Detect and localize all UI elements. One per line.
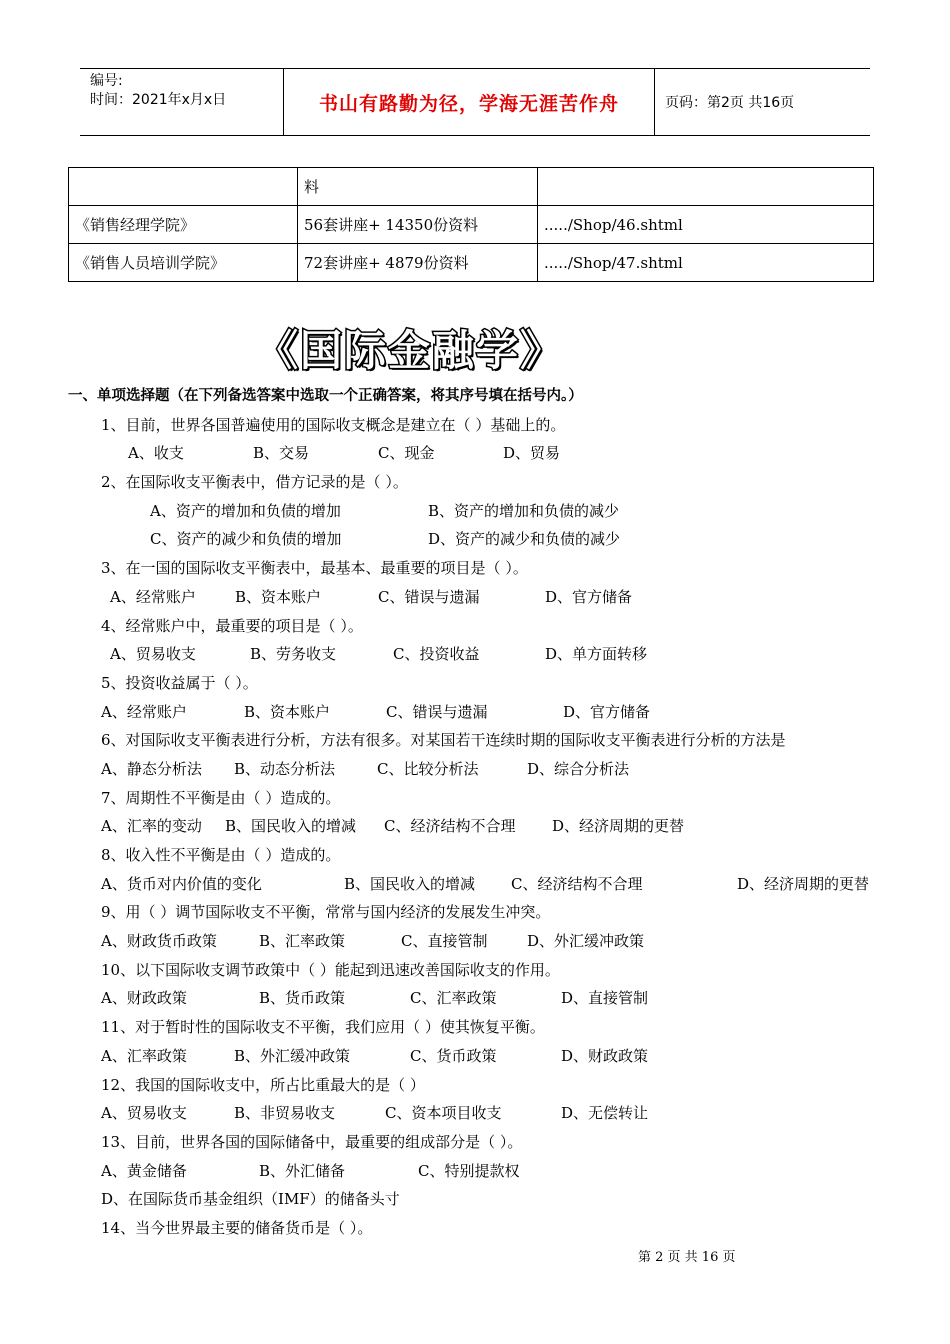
answer-option: C、资产的减少和负债的增加	[150, 530, 342, 549]
answer-option: A、贸易收支	[110, 645, 196, 664]
answer-option: A、贸易收支	[101, 1104, 187, 1123]
answer-option: B、资本账户	[235, 587, 322, 606]
answer-option: C、汇率政策	[410, 989, 497, 1008]
answer-options	[68, 812, 888, 841]
page-header	[80, 68, 870, 136]
table-cell: 72套讲座+ 4879份资料	[298, 244, 538, 282]
answer-options	[68, 583, 888, 612]
answer-option: C、直接管制	[401, 932, 488, 951]
answer-options	[68, 1157, 888, 1186]
answer-option: B、交易	[253, 444, 310, 463]
table-row	[69, 168, 874, 206]
answer-option: B、货币政策	[259, 989, 346, 1008]
question-stem: 4、经常账户中，最重要的项目是（ ）。	[101, 616, 363, 635]
answer-option: D、财政政策	[561, 1046, 649, 1065]
question-stem: 11、对于暂时性的国际收支不平衡，我们应用（ ）使其恢复平衡。	[101, 1018, 545, 1037]
answer-option: D、贸易	[503, 444, 561, 463]
answer-option: C、比较分析法	[377, 759, 479, 778]
question-stem: 12、我国的国际收支中，所占比重最大的是（ ）	[101, 1075, 425, 1094]
answer-option: C、特别提款权	[418, 1161, 520, 1180]
answer-option: A、汇率的变动	[101, 817, 202, 836]
code-label: 编号:	[90, 73, 123, 89]
answer-option: A、经常账户	[110, 587, 196, 606]
answer-option: A、经常账户	[101, 702, 187, 721]
answer-option: A、静态分析法	[101, 759, 202, 778]
question-stem: 10、以下国际收支调节政策中（ ）能起到迅速改善国际收支的作用。	[101, 960, 560, 979]
answer-option: C、货币政策	[410, 1046, 497, 1065]
answer-options	[68, 1099, 888, 1128]
answer-option: C、投资收益	[393, 645, 480, 664]
answer-options	[68, 1185, 888, 1214]
question-stem: 9、用（ ）调节国际收支不平衡，常常与国内经济的发展发生冲突。	[101, 903, 551, 922]
table-cell	[538, 168, 874, 206]
answer-option: D、官方储备	[545, 587, 633, 606]
table-cell: 《销售经理学院》	[69, 206, 298, 244]
question-stem: 2、在国际收支平衡表中，借方记录的是（ ）。	[101, 473, 408, 492]
answer-option: B、资本账户	[244, 702, 331, 721]
answer-options	[68, 525, 888, 554]
table-cell: ...../Shop/46.shtml	[538, 206, 874, 244]
answer-option: A、收支	[128, 444, 184, 463]
answer-option: D、外汇缓冲政策	[527, 932, 645, 951]
answer-option: C、资本项目收支	[385, 1104, 502, 1123]
answer-option: D、官方储备	[563, 702, 651, 721]
table-row	[69, 244, 874, 282]
answer-option: C、现金	[378, 444, 435, 463]
question-stem: 7、周期性不平衡是由（ ）造成的。	[101, 788, 341, 807]
answer-option: B、汇率政策	[259, 932, 346, 951]
answer-option: C、经济结构不合理	[511, 874, 643, 893]
answer-option: D、资产的减少和负债的减少	[428, 530, 621, 549]
answer-option: D、直接管制	[561, 989, 649, 1008]
answer-options	[68, 927, 888, 956]
date-label: 时间：2021年x月x日	[90, 92, 227, 108]
answer-option: D、综合分析法	[527, 759, 630, 778]
answer-option: A、货币对内价值的变化	[101, 874, 262, 893]
answer-options	[68, 870, 888, 899]
answer-option: B、劳务收支	[250, 645, 337, 664]
answer-options	[68, 497, 888, 526]
question-stem: 14、当今世界最主要的储备货币是（ ）。	[101, 1218, 373, 1237]
table-cell: 56套讲座+ 14350份资料	[298, 206, 538, 244]
header-page-info: 页码：第2页 共16页	[665, 95, 795, 111]
answer-option: B、动态分析法	[234, 759, 336, 778]
answer-option: D、经济周期的更替	[552, 817, 685, 836]
header-meta	[80, 69, 283, 135]
answer-option: B、国民收入的增减	[225, 817, 357, 836]
answer-option: D、在国际货币基金组织（IMF）的储备头寸	[101, 1190, 400, 1209]
answer-option: A、汇率政策	[101, 1046, 187, 1065]
answer-option: B、外汇储备	[259, 1161, 346, 1180]
table-cell: 《销售人员培训学院》	[69, 244, 298, 282]
question-stem: 5、投资收益属于（ ）。	[101, 673, 258, 692]
answer-option: B、非贸易收支	[234, 1104, 336, 1123]
answer-option: C、错误与遗漏	[378, 587, 480, 606]
question-stem: 3、在一国的国际收支平衡表中，最基本、最重要的项目是（ ）。	[101, 559, 528, 578]
answer-option: A、资产的增加和负债的增加	[150, 501, 341, 520]
answer-option: B、外汇缓冲政策	[234, 1046, 351, 1065]
answer-options	[68, 439, 888, 468]
question-stem: 6、对国际收支平衡表进行分析，方法有很多。对某国若干连续时期的国际收支平衡表进行分析的方法是	[101, 731, 786, 750]
section-heading: 一、单项选择题（在下列备选答案中选取一个正确答案，将其序号填在括号内。）	[68, 388, 583, 404]
question-stem: 8、收入性不平衡是由（ ）造成的。	[101, 846, 341, 864]
answer-option: A、黄金储备	[101, 1161, 187, 1180]
answer-options	[68, 984, 888, 1013]
page-footer: 第 2 页 共 16 页	[638, 1250, 736, 1265]
answer-options	[68, 1042, 888, 1071]
table-cell	[69, 168, 298, 206]
document-title: 《国际金融学》	[255, 326, 564, 375]
answer-option: D、经济周期的更替	[737, 874, 870, 893]
answer-option: A、财政政策	[101, 989, 187, 1008]
question-section	[68, 382, 888, 1243]
question-stem: 1、目前，世界各国普遍使用的国际收支概念是建立在（ ）基础上的。	[101, 415, 566, 434]
answer-option: A、财政货币政策	[101, 932, 217, 951]
answer-option: B、资产的增加和负债的减少	[428, 501, 620, 520]
resource-table	[68, 167, 874, 282]
answer-option: D、单方面转移	[545, 645, 648, 664]
table-cell: 料	[298, 168, 538, 206]
answer-option: C、错误与遗漏	[386, 702, 488, 721]
table-cell: ...../Shop/47.shtml	[538, 244, 874, 282]
header-motto: 书山有路勤为径，学海无涯苦作舟	[283, 69, 655, 135]
answer-options	[68, 755, 888, 784]
answer-options	[68, 698, 888, 727]
answer-option: C、经济结构不合理	[384, 817, 516, 836]
table-row	[69, 206, 874, 244]
answer-option: D、无偿转让	[561, 1104, 649, 1123]
answer-options	[68, 640, 888, 669]
answer-option: B、国民收入的增减	[344, 874, 476, 893]
question-stem: 13、目前，世界各国的国际储备中，最重要的组成部分是（ ）。	[101, 1132, 523, 1151]
